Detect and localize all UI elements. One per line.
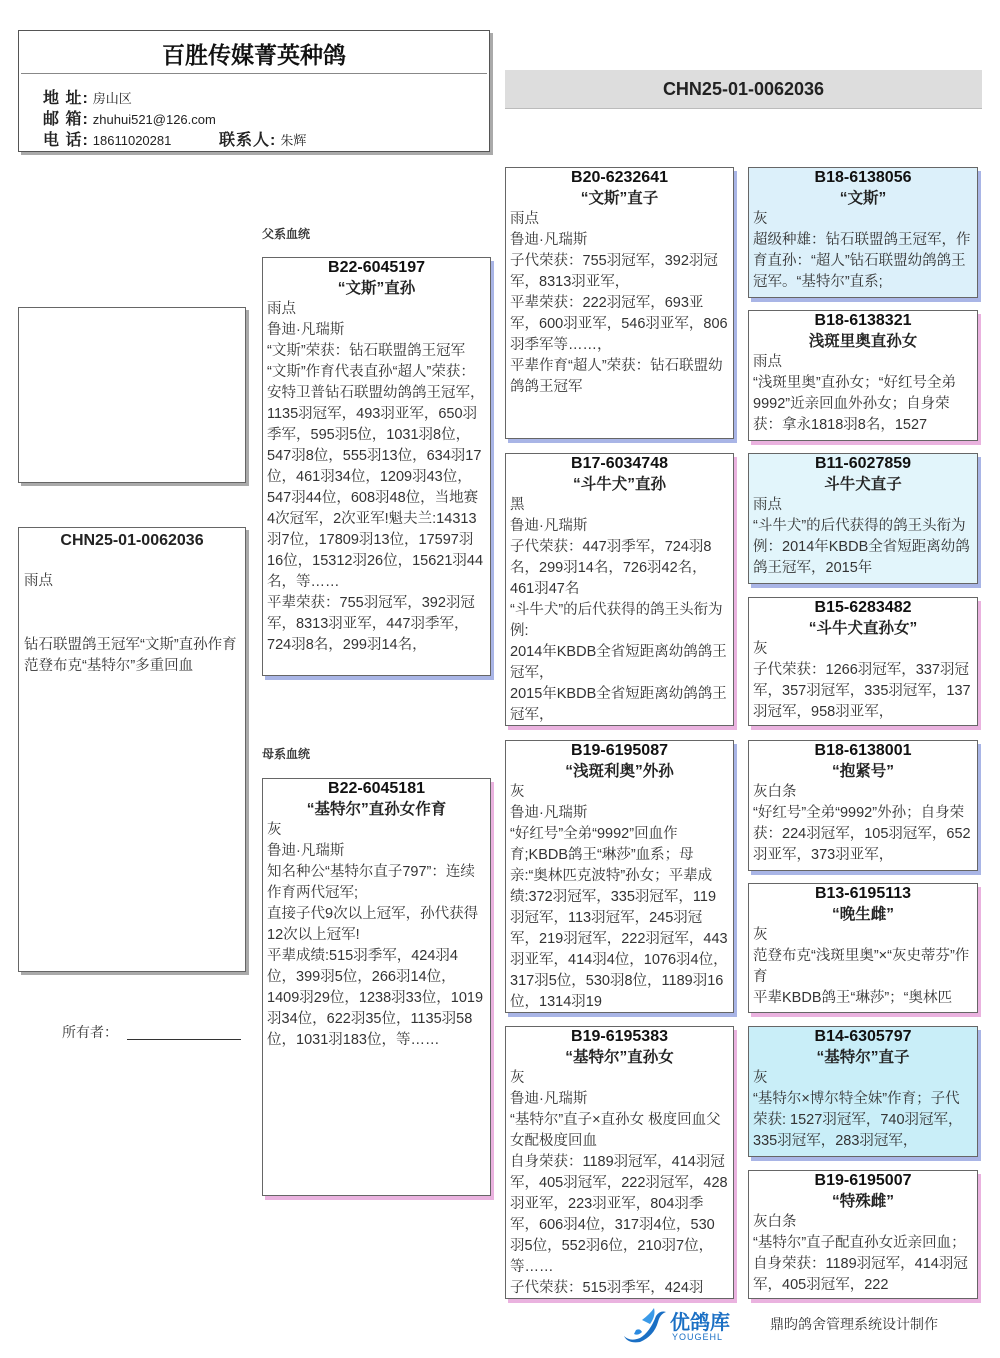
logo-subtext: YOUGEHL [672, 1332, 724, 1342]
bird-info-line: “基特尔×博尔特全妹”作育；子代荣获: 1527羽冠军，740羽冠军，335羽冠军，283羽冠军， [753, 1091, 963, 1149]
bird-name: “基特尔”直孙女作育 [306, 801, 447, 818]
bird-name: “基特尔”直子 [816, 1049, 910, 1066]
bird-ring-number: B15-6283482 [814, 599, 912, 616]
bird-card-sd [505, 453, 734, 726]
header-divider [21, 73, 487, 74]
bird-color: 灰 [510, 784, 525, 800]
bird-ring-number: B11-6027859 [814, 455, 912, 472]
bird-info-line: 鲁迪·凡瑞斯 [510, 518, 588, 534]
bird-info-line: “好红号”全弟“9992”外孙；自身荣获：224羽冠军，105羽冠军，652羽亚军，373羽亚军， [753, 805, 971, 863]
bird-ring-number: B19-6195007 [814, 1172, 912, 1189]
bird-card-sdd [748, 597, 978, 726]
yougeku-logo [620, 1306, 752, 1346]
bird-color: 灰白条 [753, 1214, 797, 1230]
bird-card-sire [262, 257, 491, 676]
bird-ring-number: B18-6138321 [814, 312, 912, 329]
bird-info-line: 自身荣获：1189羽冠军，414羽冠军，405羽冠军，222羽冠军，428羽亚军，223羽亚军，804羽季军，606羽4位，317羽4位，530羽5位，552羽6位，210羽7位，等…… [510, 1154, 728, 1275]
bird-info-line: 直接子代9次以上冠军，孙代获得12次以上冠军! [267, 906, 479, 943]
bird-card-dd [505, 1026, 734, 1299]
bird-color: 雨点 [753, 497, 782, 513]
email-label: 邮 箱: [43, 111, 89, 128]
bird-color: 雨点 [510, 211, 539, 227]
bird-color: 灰 [753, 1070, 768, 1086]
bird-ring-number: B17-6034748 [571, 455, 668, 472]
bird-info-line: 超级种雄：钻石联盟鸽王冠军，作育直孙：“超人”钻石联盟幼鸽鸽王冠军。“基特尔”直系; [753, 232, 971, 290]
owner-signature-line [127, 1039, 241, 1040]
bird-color: 雨点 [753, 354, 782, 370]
bird-ring-number: B22-6045197 [328, 259, 425, 276]
loft-title: 百胜传媒菁英种鸽 [162, 42, 346, 68]
footer-credit: 鼎昀鸽舍管理系统设计制作 [770, 1316, 938, 1332]
main-bird-card [18, 527, 246, 972]
bird-ring-number: B18-6138001 [814, 742, 912, 759]
bird-name: “抱紧号” [831, 763, 894, 780]
main-bird-color: 雨点 [24, 573, 53, 589]
bird-card-ddd [748, 1170, 978, 1299]
bird-info-line: “好红号”全弟“9992”回血作育;KBDB鸽王“琳莎”血系；母亲:“奥林匹克波特”孙女；平辈成绩:372羽冠军，335羽冠军，119羽冠军，113羽冠军，245羽冠军，219羽冠军，222羽冠军，443羽亚军，414羽4位，1076羽4位，317羽5位，530羽8位，1189羽16位，1314羽19 [510, 826, 728, 1010]
bird-ring-number: B13-6195113 [814, 885, 912, 902]
bird-color: 灰 [510, 1070, 525, 1086]
bird-info-line: “斗牛犬”的后代获得的鸽王头衔为例: [510, 602, 723, 639]
phone-row [43, 127, 306, 150]
bird-info-line: 平辈作育“超人”荣获：钻石联盟幼鸽鸽王冠军 [510, 358, 723, 395]
address-row [43, 85, 132, 108]
bird-color: 灰 [267, 822, 282, 838]
main-bird-ring: CHN25-01-0062036 [60, 532, 204, 549]
bird-info-line: 知名种公“基特尔直子797”：连续作育两代冠军; [267, 864, 475, 901]
bird-card-dss [748, 740, 978, 871]
bird-card-sss [748, 167, 978, 298]
bird-name: “文斯”直孙 [337, 280, 416, 297]
bird-color: 黑 [510, 497, 525, 513]
bird-info-line: 子代荣获：447羽季军，724羽8名，299羽14名，726羽42名，461羽47名 [510, 539, 712, 597]
bird-info-line: “斗牛犬”的后代获得的鸽王头衔为例：2014年KBDB全省短距离幼鸽鸽王冠军，2015年 [753, 518, 970, 576]
owner-label: 所有者： [62, 1024, 118, 1040]
email-value: zhuhui521@126.com [92, 112, 216, 127]
bird-info-line: 平辈荣获：222羽冠军，693亚军，600羽亚军，546羽亚军，806羽季军等……， [510, 295, 728, 353]
bird-info-line: “文斯”作育代表直孙“超人”荣获：安特卫普钻石联盟幼鸽鸽王冠军，1135羽冠军，493羽亚军，650羽季军，595羽5位，1031羽8位，547羽8位，555羽13位，634羽17位，461羽34位，1209羽43位，547羽44位，608羽48位，当地赛4次冠军，2次亚军!魁夫兰:14313羽7位，17809羽13位，17597羽16位，15312羽26位，15621羽44名，等…… [267, 364, 485, 590]
bird-info-line: “浅斑里奥”直孙女；“好红号全弟9992”近亲回血外孙女；自身荣获：拿永1818羽8名，1527 [753, 375, 956, 433]
bird-info-line: 子代荣获：515羽季军，424羽 [510, 1280, 704, 1296]
bird-info-line: 子代荣获：755羽冠军，392羽冠军，8313羽亚军， [510, 253, 718, 290]
bird-info-line: 鲁迪·凡瑞斯 [510, 1091, 588, 1107]
bird-info-line: 子代荣获：1266羽冠军，337羽冠军，357羽冠军，335羽冠军，137羽冠军，958羽亚军， [753, 662, 971, 720]
sire-line-label: 父系血统 [262, 227, 311, 241]
bird-photo-placeholder [18, 307, 246, 483]
bird-info-line: 2015年KBDB全省短距离幼鸽鸽王冠军， [510, 686, 727, 723]
contact-label: 联系人: [218, 132, 277, 149]
bird-name: “基特尔”直孙女 [565, 1049, 674, 1066]
bird-info-line: “文斯”荣获：钻石联盟鸽王冠军 [267, 343, 466, 359]
bird-color: 灰 [753, 927, 768, 943]
bird-card-dam [262, 778, 491, 1196]
address-value: 房山区 [92, 91, 132, 106]
bird-card-ds [505, 740, 734, 1013]
contact-value: 朱辉 [280, 133, 307, 148]
bird-ring-number: B19-6195087 [571, 742, 668, 759]
bird-color: 灰白条 [753, 784, 797, 800]
bird-card-dsd [748, 883, 978, 1013]
bird-name: 浅斑里奥直孙女 [808, 333, 918, 350]
bird-info-line: 平辈KBDB鸽王“琳莎”；“奥林匹 [753, 990, 952, 1006]
bird-name: “文斯”直子 [580, 190, 659, 207]
bird-info-line: 2014年KBDB全省短距离幼鸽鸽王冠军， [510, 644, 727, 681]
bird-ring-number: B22-6045181 [328, 780, 425, 797]
bird-info-line: 鲁迪·凡瑞斯 [267, 843, 345, 859]
bird-info-line: “基特尔”直子×直孙女 极度回血父女配极度回血 [510, 1112, 721, 1149]
dam-line-label: 母系血统 [262, 747, 311, 761]
bird-card-ss [505, 167, 734, 439]
bird-ring-number: B19-6195383 [571, 1028, 668, 1045]
bird-info-line: 平辈成绩:515羽季军，424羽4位，399羽5位，266羽14位，1409羽29位，1238羽33位，1019羽34位，622羽35位，1135羽58位，1031羽183位，等…… [267, 948, 484, 1048]
bird-ring-number: B20-6232641 [571, 169, 668, 186]
address-label: 地 址: [43, 90, 89, 107]
phone-value: 18611020281 [92, 133, 172, 148]
bird-color: 灰 [753, 641, 768, 657]
main-bird-description: 钻石联盟鸽王冠军“文斯”直孙作育 范登布克“基特尔”多重回血 [24, 637, 237, 674]
bird-name: “特殊雌” [831, 1193, 894, 1210]
bird-info-line: 鲁迪·凡瑞斯 [267, 322, 345, 338]
logo-text: 优鸽库 [670, 1312, 730, 1334]
bird-info-line: 鲁迪·凡瑞斯 [510, 805, 588, 821]
bird-info-line: “基特尔”直子配直孙女近亲回血；自身荣获：1189羽冠军，414羽冠军，405羽冠军，222 [753, 1235, 968, 1293]
bird-name: “晚生雌” [831, 906, 894, 923]
bird-card-sds [748, 453, 978, 584]
bird-info-line: 平辈荣获：755羽冠军，392羽冠军，8313羽亚军，447羽季军，724羽8名，299羽14名， [267, 595, 475, 653]
bird-name: 斗牛犬直子 [824, 476, 902, 493]
loft-header [18, 30, 490, 152]
bird-name: “文斯” [839, 190, 887, 207]
bird-color: 灰 [753, 211, 768, 227]
bird-name: “浅斑利奥”外孙 [565, 763, 674, 780]
bird-color: 雨点 [267, 301, 296, 317]
bird-info-line: 范登布克“浅斑里奥”×“灰史蒂芬”作育 [753, 948, 970, 985]
bird-card-ssd [748, 310, 978, 441]
email-row [43, 106, 216, 129]
bird-ring-number: B14-6305797 [814, 1028, 912, 1045]
bird-info-line: 鲁迪·凡瑞斯 [510, 232, 588, 248]
bird-card-dds [748, 1026, 978, 1157]
bird-name: “斗牛犬直孙女” [808, 620, 918, 637]
phone-label: 电 话: [43, 132, 89, 149]
bird-ring-number: B18-6138056 [814, 169, 912, 186]
bird-name: “斗牛犬”直孙 [572, 476, 666, 493]
ring-number-banner: CHN25-01-0062036 [505, 70, 982, 109]
